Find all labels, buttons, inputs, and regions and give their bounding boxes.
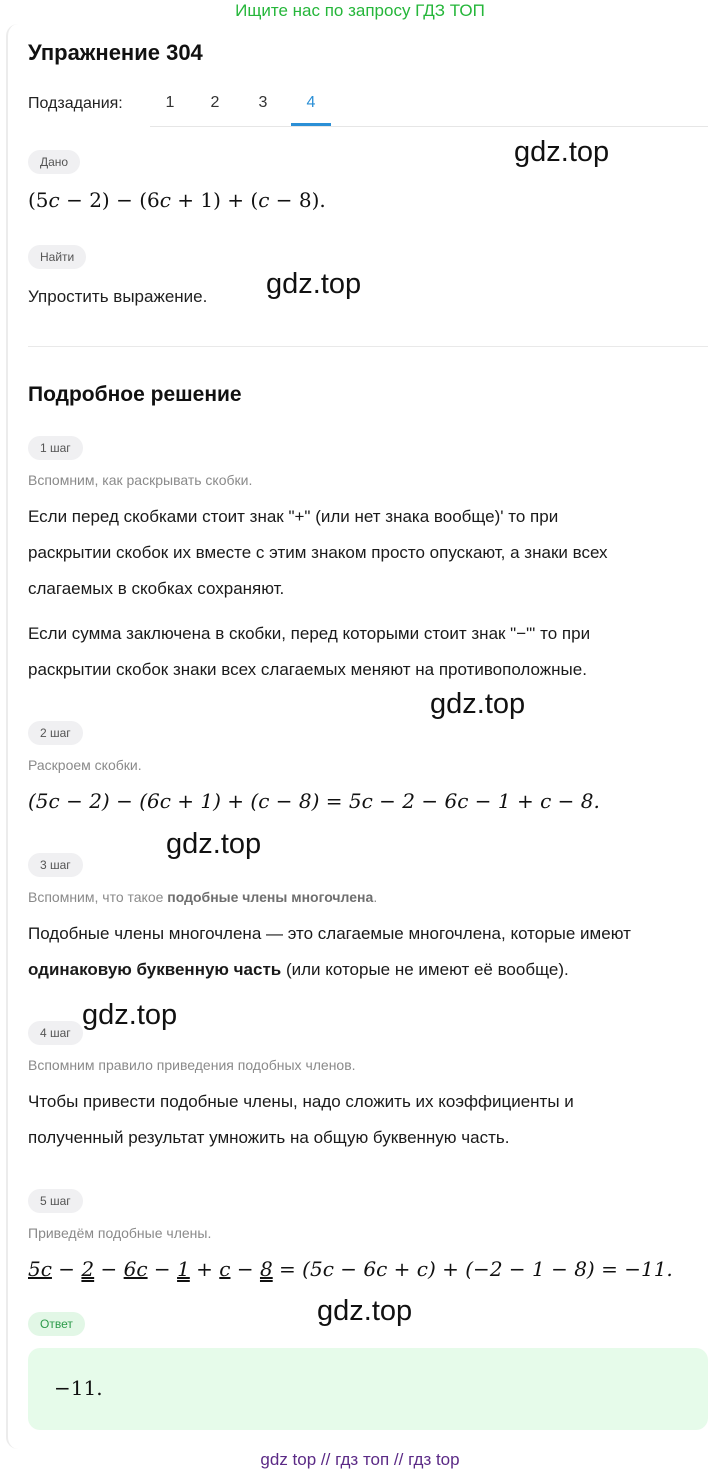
bold-term: одинаковую буквенную часть: [28, 960, 282, 979]
answer-box: [28, 1348, 708, 1430]
find-pill: Найти: [28, 245, 86, 269]
hint-text: .: [373, 889, 378, 905]
tab-subtask-3[interactable]: 3: [258, 94, 268, 111]
hint-text: Вспомним, что такое: [28, 889, 168, 905]
step-3-hint: [28, 889, 377, 905]
expr-var: c: [258, 188, 270, 212]
subtasks-label: Подзадания:: [28, 95, 123, 112]
expr-part: − 8).: [269, 188, 326, 212]
active-tab-indicator: [291, 123, 331, 126]
text-line: раскрытии скобок знаки всех слагаемых меняют на противоположные.: [28, 660, 587, 679]
expr-part: (5: [28, 188, 49, 212]
text-line: Если перед скобками стоит знак "+" (или нет знака вообще)' то при: [28, 507, 559, 526]
expr-tail: = (5c − 6c + c) + (−2 − 1 − 8) = −11.: [272, 1257, 673, 1281]
expr-part: − 2) − (6: [59, 188, 160, 212]
text-line: Чтобы привести подобные члены, надо сложить их коэффициенты и: [28, 1092, 574, 1111]
step-3-paragraph: [28, 916, 631, 988]
solution-heading: Подробное решение: [28, 383, 242, 406]
section-divider: [28, 346, 708, 347]
search-banner[interactable]: Ищите нас по запросу ГДЗ ТОП: [235, 1, 485, 20]
exercise-title: Упражнение 304: [28, 40, 203, 65]
given-expression: [28, 188, 326, 212]
footer-links[interactable]: gdz top // гдз топ // гдз top: [260, 1450, 460, 1469]
tab-subtask-4[interactable]: 4: [306, 94, 316, 111]
step-2-expression: (5c − 2) − (6c + 1) + (c − 8) = 5c − 2 − 6c − 1 + c − 8.: [28, 789, 600, 813]
step-3-pill: 3 шаг: [28, 853, 83, 877]
tab-subtask-1[interactable]: 1: [165, 94, 175, 111]
step-4-pill: 4 шаг: [28, 1021, 83, 1045]
watermark: gdz.top: [317, 1295, 413, 1327]
step-5-pill: 5 шаг: [28, 1189, 83, 1213]
step-4-paragraph: [28, 1084, 574, 1156]
text-line: Подобные члены многочлена — это слагаемые многочлена, которые имеют: [28, 924, 631, 943]
step-1-hint: Вспомним, как раскрывать скобки.: [28, 472, 253, 488]
watermark: gdz.top: [266, 268, 362, 300]
subtasks-tabs: [150, 88, 708, 127]
step-5-expression: 5c − 2 − 6c − 1 + c − 8 = (5c − 6c + c) + (−2 − 1 − 8) = −11.: [28, 1257, 673, 1281]
text-line: раскрытии скобок их вместе с этим знаком просто опускают, а знаки всех: [28, 543, 608, 562]
text-line: [28, 952, 631, 988]
watermark: gdz.top: [430, 688, 526, 720]
step-2-pill: 2 шаг: [28, 721, 83, 745]
text-line: полученный результат умножить на общую буквенную часть.: [28, 1128, 510, 1147]
text-rest: (или которые не имеют её вообще).: [281, 960, 569, 979]
expr-var: c: [48, 188, 60, 212]
watermark: gdz.top: [514, 136, 610, 168]
step-1-pill: 1 шаг: [28, 436, 83, 460]
given-pill: Дано: [28, 150, 80, 174]
answer-value: −11.: [54, 1376, 103, 1400]
tab-subtask-2[interactable]: 2: [210, 94, 220, 111]
text-line: Если сумма заключена в скобки, перед которыми стоит знак "−"' то при: [28, 624, 591, 643]
step-1-paragraph-1: [28, 499, 608, 607]
step-2-hint: Раскроем скобки.: [28, 757, 142, 773]
step-1-paragraph-2: [28, 616, 590, 688]
watermark: gdz.top: [166, 828, 262, 860]
answer-pill: Ответ: [28, 1312, 85, 1336]
expr-var: c: [159, 188, 171, 212]
expr-part: + 1) + (: [170, 188, 259, 212]
step-5-hint: Приведём подобные члены.: [28, 1225, 212, 1241]
text-line: слагаемых в скобках сохраняют.: [28, 579, 285, 598]
hint-bold-text: подобные члены многочлена: [167, 889, 374, 905]
find-text: Упростить выражение.: [28, 287, 208, 306]
watermark: gdz.top: [82, 999, 178, 1031]
step-4-hint: Вспомним правило приведения подобных членов.: [28, 1057, 356, 1073]
